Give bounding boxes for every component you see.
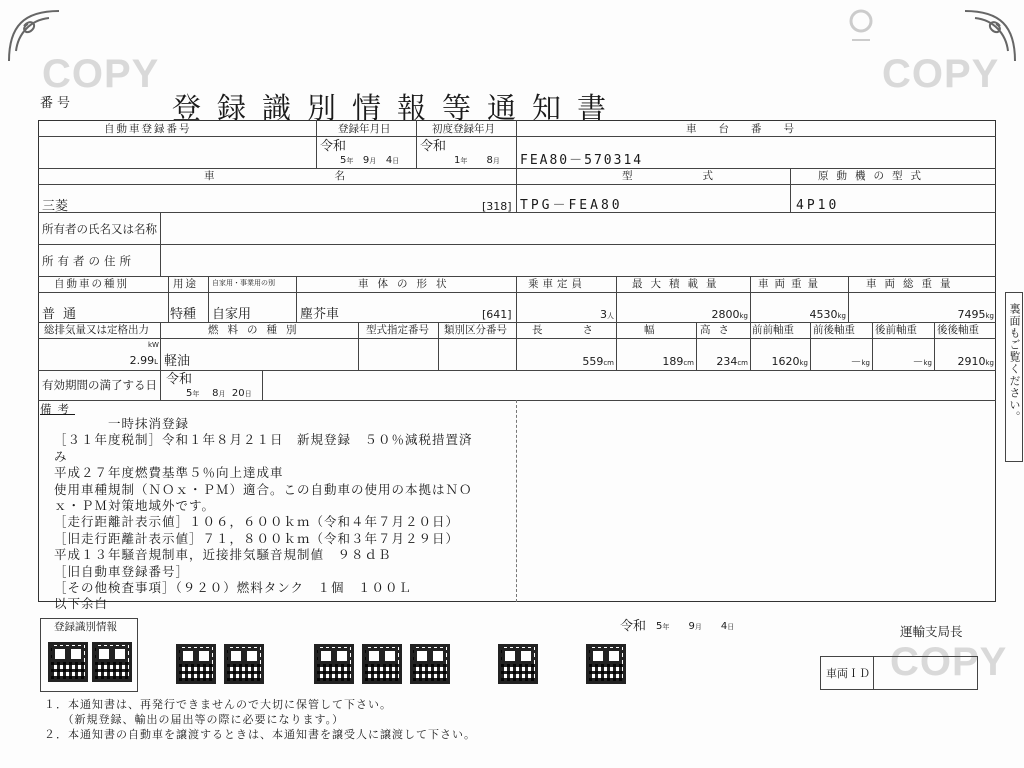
- reg-date-month: 9: [362, 155, 370, 166]
- owner-address-label: 所有者の住所: [42, 254, 135, 268]
- car-name-code: [318]: [482, 200, 512, 213]
- ff-axle-value: 1620: [771, 355, 800, 368]
- issuer: 運輸支局長: [900, 624, 963, 639]
- owner-name-label: 所有者の氏名又は名称: [42, 222, 157, 236]
- fuel-value: 軽油: [164, 354, 191, 369]
- note-line: １．本通知書は、再発行できませんので大切に保管して下さい。: [44, 698, 392, 711]
- reg-date-header: 登録年月日: [338, 123, 391, 135]
- remarks-label: 備考: [40, 402, 75, 416]
- qr-code: [92, 642, 132, 682]
- usage-value: 特種: [170, 307, 197, 322]
- remark-line: み: [54, 448, 68, 464]
- body-shape-header: 車体の形状: [358, 278, 456, 290]
- model-value: TPG－FEA80: [520, 198, 623, 213]
- first-reg-header: 初度登録年月: [432, 123, 495, 135]
- note-line: （新規登録、輸出の届出等の際に必要になります。）: [44, 713, 345, 726]
- usage-header: 用途: [173, 278, 198, 290]
- remark-line: 平成１３年騒音規制車，近接排気騒音規制値 ９８ｄＢ: [54, 547, 392, 563]
- remark-line: ［走行距離計表示値］１０６，６００ｋｍ（令和４年７月２０日）: [54, 514, 460, 530]
- engine-model: 4P10: [796, 198, 840, 213]
- qr-code: [586, 644, 626, 684]
- length-value: 559: [582, 355, 604, 368]
- category-header: 類別区分番号: [444, 324, 507, 336]
- issue-month: 9: [688, 621, 695, 632]
- displacement-header: 総排気量又は定格出力: [44, 324, 149, 336]
- height-header: 高さ: [700, 324, 737, 336]
- reg-number-header: 自動車登録番号: [104, 123, 192, 135]
- qr-code: [176, 644, 216, 684]
- qr-code: [498, 644, 538, 684]
- remark-line: ［３１年度税制］令和１年８月２１日 新規登録 ５０％減税措置済: [54, 432, 473, 448]
- max-load-header: 最大積載量: [632, 278, 725, 290]
- rf-axle-header: 後前軸重: [875, 324, 917, 336]
- qr-code: [410, 644, 450, 684]
- car-type-header: 自動車の種別: [54, 278, 129, 290]
- expiry-label: 有効期間の満了する日: [42, 378, 157, 392]
- issue-day: 4: [720, 621, 728, 632]
- first-reg-month: 8: [486, 155, 493, 166]
- remark-line: ［旧自動車登録番号］: [54, 563, 190, 579]
- private-business-value: 自家用: [212, 307, 252, 322]
- max-load-value: 2800: [711, 308, 740, 321]
- seal-icon: [848, 8, 874, 42]
- copy-watermark: COPY: [42, 52, 160, 96]
- width-header: 幅: [644, 324, 657, 336]
- reg-date-era: 令和: [320, 139, 347, 154]
- weight-value: 4530: [809, 308, 838, 321]
- issue-year: 5: [656, 621, 663, 632]
- ff-axle-header: 前前軸重: [752, 324, 794, 336]
- car-type: 普通: [42, 307, 85, 322]
- width-value: 189: [662, 355, 684, 368]
- copy-watermark: COPY: [890, 640, 1008, 684]
- fr-axle-header: 前後軸重: [813, 324, 855, 336]
- reg-date-day: 4: [385, 155, 393, 166]
- model-header: 型式: [622, 170, 783, 182]
- remark-line: ｘ・ＰＭ対策地域外です。: [54, 498, 216, 514]
- private-business-header: 自家用・事業用の別: [212, 279, 275, 287]
- body-code: [641]: [482, 308, 512, 321]
- remark-line: 以下余白: [54, 596, 109, 612]
- remark-line: ［旧走行距離計表示値］７１，８００ｋｍ（令和３年７月２９日）: [54, 530, 460, 546]
- weight-header: 車両重量: [758, 278, 824, 290]
- side-note: 裏面もご覧ください。: [1005, 292, 1023, 462]
- capacity-value: 3: [600, 308, 607, 321]
- rf-axle-value: －: [912, 355, 924, 368]
- remark-line: 一時抹消登録: [54, 416, 190, 431]
- expiry-month: 8: [212, 388, 219, 399]
- expiry-era: 令和: [166, 372, 193, 387]
- expiry-year: 5: [186, 388, 193, 399]
- footer-notes: [44, 697, 476, 742]
- remark-line: 平成２７年度燃費基準５％向上達成車: [54, 465, 284, 481]
- vehicle-id-label: 車両ＩＤ: [826, 667, 870, 680]
- note-line: ２．本通知書の自動車を譲渡するときは、本通知書を譲受人に譲渡して下さい。: [44, 728, 476, 741]
- qr-code: [362, 644, 402, 684]
- qr-code: [314, 644, 354, 684]
- number-label: 番号: [40, 96, 75, 111]
- expiry-day: 20: [231, 388, 245, 399]
- body-shape: 塵芥車: [300, 307, 340, 322]
- first-reg-year: 1: [454, 155, 461, 166]
- first-reg-era: 令和: [420, 139, 447, 154]
- qr-code: [48, 642, 88, 682]
- type-designation-header: 型式指定番号: [366, 324, 429, 336]
- remark-line: 使用車種規制（ＮＯｘ・ＰＭ）適合。この自動車の使用の本拠はＮＯ: [54, 481, 473, 497]
- rr-axle-header: 後後軸重: [937, 324, 979, 336]
- rr-axle-value: 2910: [957, 355, 986, 368]
- fuel-header: 燃料の種別: [208, 324, 306, 336]
- gross-weight-value: 7495: [957, 308, 986, 321]
- issue-era: 令和: [620, 619, 647, 634]
- gross-weight-header: 車両総重量: [866, 278, 959, 290]
- engine-header: 原動機の型式: [818, 170, 929, 182]
- displacement-value: 2.99: [129, 354, 155, 367]
- remarks-block: [54, 416, 473, 613]
- chassis-number: FEA80－570314: [520, 153, 644, 168]
- qr-code: [224, 644, 264, 684]
- capacity-header: 乗車定員: [528, 278, 586, 290]
- page-title: 登録識別情報等通知書: [172, 91, 623, 125]
- remark-line: ［その他検査事項］（９２０）燃料タンク １個 １００Ｌ: [54, 580, 413, 596]
- reg-date-year: 5: [340, 155, 347, 166]
- length-header: 長さ: [532, 324, 633, 336]
- car-name: 三菱: [42, 199, 69, 214]
- qr-label: 登録識別情報: [54, 621, 117, 633]
- height-value: 234: [716, 355, 738, 368]
- car-name-header: 車名: [204, 170, 465, 182]
- copy-watermark: COPY: [882, 52, 1000, 96]
- chassis-header: 車台番号: [686, 123, 816, 135]
- fr-axle-value: －: [850, 355, 862, 368]
